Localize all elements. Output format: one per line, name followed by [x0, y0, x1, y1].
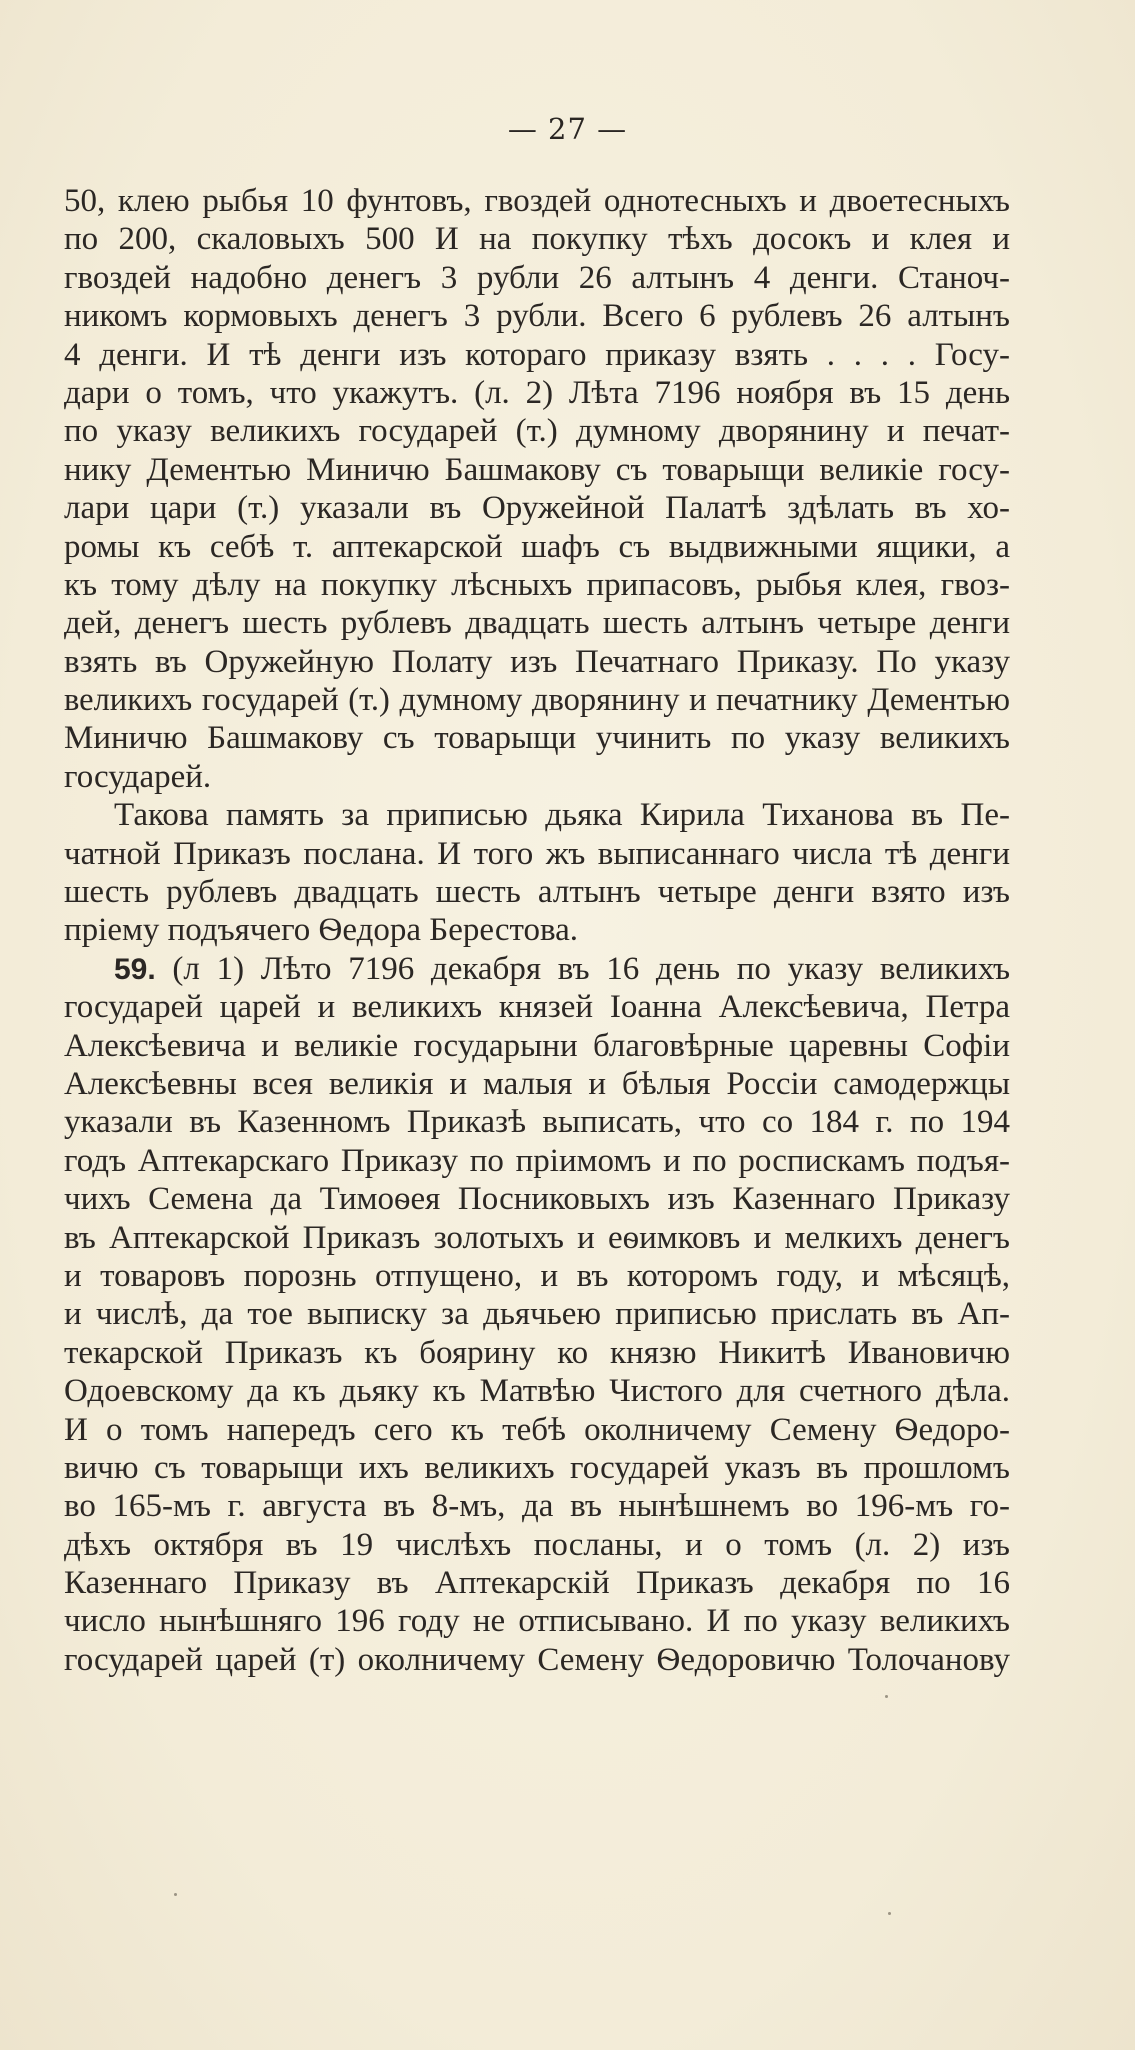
text-line: великихъ государей (т.) думному дворянину и печатнику Дементью [64, 682, 1010, 719]
text-line: Такова память за приписью дьяка Кирила Тиханова въ Пе- [114, 797, 1010, 834]
text-line: взять въ Оружейную Полату изъ Печатнаго Приказу. По указу [64, 643, 1010, 680]
text-line: Казеннаго Приказу въ Аптекарскій Приказъ декабря по 16 [64, 1565, 1010, 1602]
text-line: вичю съ товарыщи ихъ великихъ государей указъ въ прошломъ [64, 1449, 1010, 1486]
text-line: во 165-мъ г. августа въ 8-мъ, да въ нынѣшнемъ во 196-мъ го- [64, 1488, 1010, 1525]
paper-speck [885, 1695, 888, 1698]
text-line: и товаровъ порознь отпущено, и въ которомъ году, и мѣсяцѣ, [64, 1257, 1010, 1294]
text-line: текарской Приказъ къ боярину ко князю Никитѣ Ивановичю [64, 1334, 1010, 1371]
text-line: ромы къ себѣ т. аптекарской шафъ съ выдвижными ящики, а [64, 528, 1010, 565]
text-line: по указу великихъ государей (т.) думному дворянину и печат- [64, 413, 1010, 450]
text-line: по 200, скаловыхъ 500 И на покупку тѣхъ досокъ и клея и [64, 221, 1010, 258]
text-line: число нынѣшняго 196 году не отписывано. И по указу великихъ [64, 1603, 1010, 1640]
text-line: шесть рублевъ двадцать шесть алтынъ четыре денги взято изъ [64, 874, 1010, 911]
text-line: дѣхъ октября въ 19 числѣхъ посланы, и о томъ (л. 2) изъ [64, 1526, 1010, 1563]
text-line: указали въ Казенномъ Приказѣ выписать, что со 184 г. по 194 [64, 1104, 1010, 1141]
text-line: чихъ Семена да Тимоѳея Посниковыхъ изъ Казеннаго Приказу [64, 1181, 1010, 1218]
text-line: государей. [64, 758, 212, 795]
text-line: государей царей и великихъ князей Іоанна Алексѣевича, Петра [64, 989, 1010, 1026]
text-line: никомъ кормовыхъ денегъ 3 рубли. Всего 6 рублевъ 26 алтынъ [64, 298, 1010, 335]
text-line: И о томъ напередъ сего къ тебѣ околничему Семену Ѳедоро- [64, 1411, 1010, 1448]
text-line-item-start [64, 950, 1010, 988]
text-line: 4 денги. И тѣ денги изъ котораго приказу взять . . . . Госу- [64, 336, 1010, 373]
text-line-content: (л 1) Лѣто 7196 декабря въ 16 день по указу великихъ [172, 950, 1010, 987]
text-line: Алексѣевича и великіе государыни благовѣрные царевны Софіи [64, 1027, 1010, 1064]
text-line: гвоздей надобно денегъ 3 рубли 26 алтынъ 4 денги. Станоч- [64, 259, 1010, 296]
item-number: 59. [114, 952, 156, 986]
paper-speck [174, 1893, 177, 1896]
body-text [64, 182, 1010, 1679]
text-line: Алексѣевны всея великія и малыя и бѣлыя Россіи самодержцы [64, 1065, 1010, 1102]
text-line: дари о томъ, что укажутъ. (л. 2) Лѣта 7196 ноября въ 15 день [64, 374, 1010, 411]
text-line: годъ Аптекарскаго Приказу по пріимомъ и по роспискамъ подъя- [64, 1142, 1010, 1179]
text-line: чатной Приказъ послана. И того жъ выписаннаго числа тѣ денги [64, 835, 1010, 872]
text-line: Миничю Башмакову съ товарыщи учинить по указу великихъ [64, 720, 1010, 757]
text-line: 50, клею рыбья 10 фунтовъ, гвоздей однотесныхъ и двоетесныхъ [64, 183, 1010, 219]
text-line: государей царей (т) околничему Семену Ѳедоровичю Толочанову [64, 1641, 1010, 1678]
text-line: къ тому дѣлу на покупку лѣсныхъ припасовъ, рыбья клея, гвоз- [64, 566, 1010, 603]
page-number: — 27 — [507, 112, 628, 146]
text-line: нику Дементью Миничю Башмакову съ товарыщи великіе госу- [64, 451, 1010, 488]
text-line: Одоевскому да къ дьяку къ Матвѣю Чистого для счетного дѣла. [64, 1373, 1010, 1410]
text-line: пріему подъячего Ѳедора Берестова. [64, 912, 579, 949]
text-line: и числѣ, да тое выписку за дьячьею приписью прислать въ Ап- [64, 1296, 1010, 1333]
text-line: дей, денегъ шесть рублевъ двадцать шесть алтынъ четыре денги [64, 605, 1010, 642]
paper-speck [888, 1912, 891, 1915]
text-line: лари цари (т.) указали въ Оружейной Палатѣ здѣлать въ хо- [64, 490, 1010, 527]
text-line: въ Аптекарской Приказъ золотыхъ и еѳимковъ и мелкихъ денегъ [64, 1219, 1010, 1256]
